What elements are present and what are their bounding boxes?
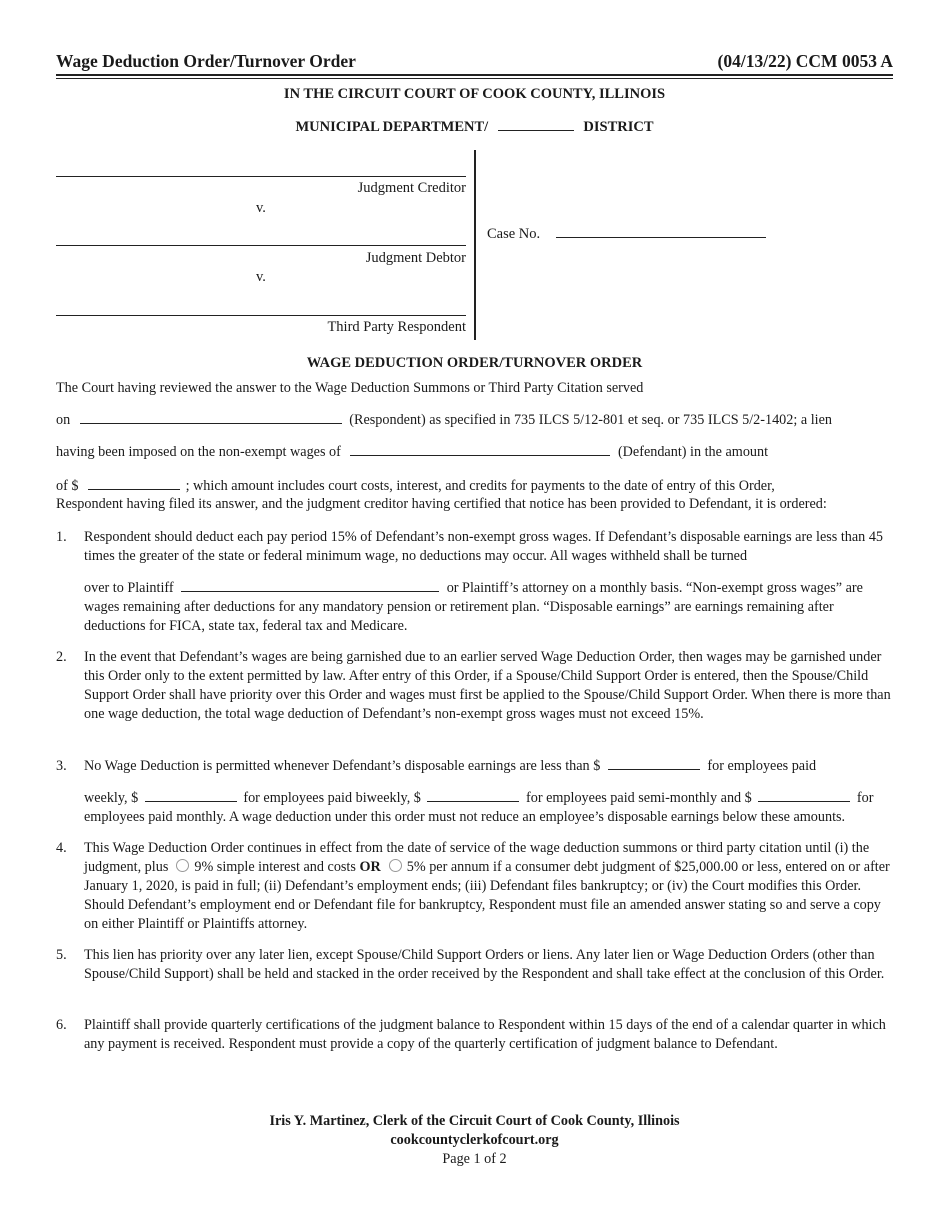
item-1-continuation bbox=[84, 579, 893, 636]
third-party-label: Third Party Respondent bbox=[327, 319, 466, 335]
versus-1: v. bbox=[256, 200, 266, 216]
intro-line-4 bbox=[56, 477, 893, 496]
item-3-text-b2: for employees paid biweekly, $ bbox=[243, 790, 421, 806]
header-rule-thin bbox=[56, 78, 893, 79]
court-name: IN THE CIRCUIT COURT OF COOK COUNTY, ILLINOIS bbox=[283, 86, 666, 102]
intro-line-5: Respondent having filed its answer, and the judgment creditor having certified that notice has been provided to Defendant, it is ordered: bbox=[56, 496, 827, 512]
intro-line-2 bbox=[56, 411, 893, 430]
item-4-text-a1: This Wage Deduction Order continues in effect from the date of service of the wage deduction summons or third party citation until (i) the judgment, plus bbox=[84, 840, 870, 875]
case-no-label: Case No. bbox=[487, 226, 541, 242]
item-number: 4. bbox=[56, 840, 67, 856]
page-number: Page 1 of 2 bbox=[442, 1151, 507, 1167]
item-3-text-a2: for employees paid bbox=[707, 758, 817, 774]
biweekly-field[interactable] bbox=[427, 789, 519, 802]
respondent-field[interactable] bbox=[80, 411, 342, 424]
item-text: In the event that Defendant’s wages are being garnished due to an earlier served Wage Deduction Order, then wages may be garnished under this Order only to the extent permitted by law. After entry of this Order, if a Spouse/Child Support Order is entered, then the Spouse/Child Support Order shall have priority over this Order and wages must first be applied to the Spouse/Child Support Order. When there is more than one wage deduction, the total wage deduction of Defendant’s non-exempt gross wages must not exceed 15%. bbox=[84, 649, 891, 722]
item-number: 2. bbox=[56, 649, 67, 665]
order-item-6 bbox=[56, 1016, 893, 1054]
case-no-row bbox=[487, 225, 766, 243]
order-item-5 bbox=[56, 946, 893, 984]
intro-line-3-text-a: having been imposed on the non-exempt wages of bbox=[56, 444, 341, 460]
versus-2: v. bbox=[256, 269, 266, 285]
order-item-3-cont bbox=[56, 789, 893, 827]
item-4-opt2: 5% per annum if a consumer debt judgment of $25,000.00 or less, entered on or after January 1, 2020, is paid in full; (ii) Defendant’s employment ends; (iii) Defendant files bankruptcy; or (iv) the Court modifies this Order. Should Defendant’s employment end or Defendant file for bankruptcy, Respondent must file an amended answer stating so and serve a copy on either Plaintiff or Plaintiffs attorney. bbox=[84, 859, 890, 932]
clerk-website: cookcountyclerkofcourt.org bbox=[390, 1132, 559, 1148]
department-line bbox=[56, 118, 893, 136]
order-title: WAGE DEDUCTION ORDER/TURNOVER ORDER bbox=[306, 355, 643, 371]
intro-line-3-text-b: (Defendant) in the amount bbox=[617, 444, 769, 460]
order-item-3 bbox=[56, 757, 893, 776]
caption-divider bbox=[474, 150, 476, 340]
clerk-name: Iris Y. Martinez, Clerk of the Circuit Court of Cook County, Illinois bbox=[269, 1113, 680, 1129]
interest-5-radio[interactable] bbox=[389, 859, 402, 872]
order-item-4 bbox=[56, 839, 893, 934]
judgment-creditor-label: Judgment Creditor bbox=[357, 180, 466, 196]
interest-9-radio[interactable] bbox=[176, 859, 189, 872]
item-text: Respondent should deduct each pay period 15% of Defendant’s non-exempt gross wages. If Defendant’s disposable earnings are less than 45 times the greater of the state or federal minimum wage, no deductions may occur. All wages withheld shall be turned bbox=[84, 529, 884, 564]
judgment-debtor-label: Judgment Debtor bbox=[365, 250, 466, 266]
item-3-text-b3: for employees paid semi-monthly and $ bbox=[526, 790, 752, 806]
amount-field[interactable] bbox=[88, 477, 180, 490]
of-dollar-label: of $ bbox=[56, 478, 79, 494]
item-4-text bbox=[84, 839, 893, 934]
intro-line-4-text: ; which amount includes court costs, interest, and credits for payments to the date of entry of this Order, bbox=[185, 478, 775, 494]
header-rule-thick bbox=[56, 74, 893, 76]
department-label: MUNICIPAL DEPARTMENT/ bbox=[295, 119, 489, 135]
threshold-field-1[interactable] bbox=[608, 757, 700, 770]
intro-line-2-text: (Respondent) as specified in 735 ILCS 5/12-801 et seq. or 735 ILCS 5/2-1402; a lien bbox=[349, 412, 832, 428]
footer bbox=[56, 1112, 893, 1169]
item-3-text-b4: for bbox=[856, 790, 874, 806]
district-field[interactable] bbox=[498, 118, 574, 131]
item-3-text-b5: employees paid monthly. A wage deduction under this order must not reduce an employee’s disposable earnings below these amounts. bbox=[84, 809, 846, 825]
third-party-field[interactable] bbox=[56, 315, 466, 316]
item-4-opt1: 9% simple interest and costs bbox=[194, 859, 356, 875]
defendant-field[interactable] bbox=[350, 443, 610, 456]
item-3-line-2 bbox=[84, 789, 893, 808]
intro-line-3 bbox=[56, 443, 893, 462]
order-item-2 bbox=[56, 648, 893, 724]
order-item-1-cont bbox=[56, 579, 893, 636]
on-label: on bbox=[56, 412, 71, 428]
item-number: 6. bbox=[56, 1017, 67, 1033]
judgment-creditor-field[interactable] bbox=[56, 176, 466, 177]
item-number: 1. bbox=[56, 529, 67, 545]
item-number: 3. bbox=[56, 758, 67, 774]
item-1-continuation-text: or Plaintiff’s attorney on a monthly basis. “Non-exempt gross wages” are wages remaining after deductions for any mandatory pension or retirement plan. “Disposable earnings” are earnings remaining after deductions for FICA, state tax, federal tax and Medicare. bbox=[84, 580, 863, 634]
weekly-field[interactable] bbox=[145, 789, 237, 802]
semimonthly-field[interactable] bbox=[758, 789, 850, 802]
item-text: This lien has priority over any later lien, except Spouse/Child Support Orders or liens. Any later lien or Wage Deduction Orders (other than Spouse/Child Support) shall be held and stacked in the order received by the Respondent and shall take effect at the conclusion of this Order. bbox=[84, 947, 885, 982]
case-no-field[interactable] bbox=[556, 225, 766, 238]
judgment-debtor-field[interactable] bbox=[56, 245, 466, 246]
form-code: (04/13/22) CCM 0053 A bbox=[717, 51, 893, 71]
plaintiff-field[interactable] bbox=[181, 579, 439, 592]
district-label: DISTRICT bbox=[583, 119, 654, 135]
item-text: Plaintiff shall provide quarterly certifications of the judgment balance to Respondent within 15 days of the end of a calendar quarter in which any payment is received. Respondent must provide a copy of the quarterly certification of judgment balance to Defendant. bbox=[84, 1017, 886, 1052]
item-3-line-1 bbox=[84, 757, 893, 776]
intro-line-1: The Court having reviewed the answer to the Wage Deduction Summons or Third Party Citation served bbox=[56, 380, 644, 396]
plaintiff-label: over to Plaintiff bbox=[84, 580, 174, 596]
order-item-1 bbox=[56, 528, 893, 566]
item-3-text-b1: weekly, $ bbox=[84, 790, 139, 806]
item-3-text-a1: No Wage Deduction is permitted whenever Defendant’s disposable earnings are less than $ bbox=[84, 758, 601, 774]
or-label: OR bbox=[359, 859, 381, 875]
item-number: 5. bbox=[56, 947, 67, 963]
form-title: Wage Deduction Order/Turnover Order bbox=[56, 51, 356, 71]
